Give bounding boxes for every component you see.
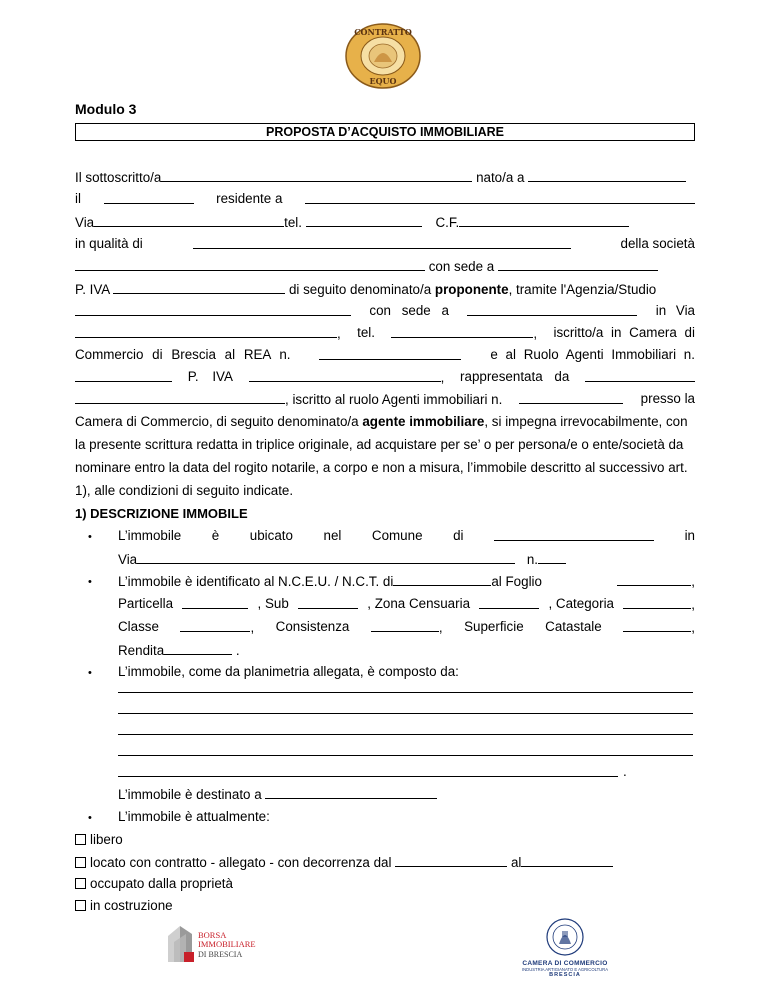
cadastral-line-2: Particella , Sub , Zona Censuaria , Categoria ,: [118, 596, 695, 612]
status-line: L’immobile è attualmente:: [118, 809, 270, 824]
bullet: •: [88, 576, 92, 588]
phone-field[interactable]: [306, 214, 422, 227]
bullet: •: [88, 667, 92, 679]
intro-line-10: P. IVA , rappresentata da: [75, 369, 695, 386]
svg-text:CONTRATTO: CONTRATTO: [354, 27, 412, 37]
sub-field[interactable]: [298, 596, 358, 609]
seal-icon: [546, 916, 584, 958]
section-1-heading: 1) DESCRIZIONE IMMOBILE: [75, 506, 248, 521]
municipality-field[interactable]: [494, 528, 654, 541]
representative-name-field[interactable]: [75, 391, 285, 404]
zona-censuaria-field[interactable]: [479, 596, 539, 609]
camera-di-commercio-logo: CAMERA DI COMMERCIO INDUSTRIA ARTIGIANATO E AGRICOLTURA BRESCIA: [515, 916, 615, 986]
company-seat-field[interactable]: [498, 258, 658, 271]
intro-line-13: la presente scrittura redatta in triplice originale, ad acquistare per se’ o per persona/e o ente/società da: [75, 437, 684, 452]
street-field[interactable]: [94, 214, 284, 227]
agency-field[interactable]: [75, 303, 351, 316]
superficie-field[interactable]: [623, 619, 691, 632]
intro-line-7: con sede a in Via: [75, 303, 695, 319]
foglio-field[interactable]: [617, 573, 691, 586]
locato-checkbox[interactable]: [75, 857, 86, 868]
borsa-immobiliare-logo: BORSA IMMOBILIARE DI BRESCIA: [166, 924, 256, 966]
libero-checkbox[interactable]: [75, 834, 86, 845]
agent-roll-number-field[interactable]: [75, 369, 172, 382]
intro-line-2: il residente a: [75, 191, 695, 207]
property-number-field[interactable]: [538, 551, 566, 564]
rea-number-field[interactable]: [319, 347, 461, 360]
costruzione-checkbox[interactable]: [75, 900, 86, 911]
contratto-equo-seal-logo: [344, 22, 422, 90]
composition-line-1[interactable]: [118, 692, 693, 693]
intro-line-9: Commercio di Brescia al REA n. e al Ruolo Agenti Immobiliari n.: [75, 347, 695, 362]
agency-vat-field[interactable]: [249, 369, 441, 382]
composition-line-3[interactable]: [118, 734, 693, 735]
composition-line-4[interactable]: [118, 755, 693, 756]
property-street-field[interactable]: [137, 551, 515, 564]
birthplace-field[interactable]: [528, 169, 686, 182]
residence-field[interactable]: [305, 191, 695, 204]
option-costruzione[interactable]: in costruzione: [75, 898, 695, 914]
composition-line: L’immobile, come da planimetria allegata, è composto da:: [118, 664, 459, 679]
cadastral-line-3: Classe , Consistenza , Superficie Catastale ,: [118, 619, 695, 635]
representative-field[interactable]: [585, 369, 695, 382]
option-libero[interactable]: libero: [75, 832, 695, 848]
lease-end-field[interactable]: [521, 854, 613, 867]
option-occupato[interactable]: occupato dalla proprietà: [75, 876, 695, 892]
svg-text:EQUO: EQUO: [369, 76, 397, 86]
particella-field[interactable]: [182, 596, 248, 609]
building-icon: [166, 924, 196, 964]
destination-line: L’immobile è destinato a: [118, 786, 695, 803]
bullet: •: [88, 812, 92, 824]
name-field[interactable]: [161, 169, 472, 182]
title-box-text: PROPOSTA D’ACQUISTO IMMOBILIARE: [266, 125, 504, 139]
cadastral-line-1: L’immobile è identificato al N.C.E.U. / N.C.T. di al Foglio ,: [118, 574, 695, 589]
birthdate-field[interactable]: [104, 191, 194, 204]
bullet: •: [88, 531, 92, 543]
agency-seat-field[interactable]: [467, 303, 637, 316]
intro-line-8: , tel. , iscritto/a in Camera di: [75, 325, 695, 342]
form-title: Modulo 3: [75, 101, 137, 117]
consistenza-field[interactable]: [371, 619, 439, 632]
categoria-field[interactable]: [623, 596, 691, 609]
option-locato[interactable]: locato con contratto - allegato - con decorrenza dal al: [75, 854, 695, 871]
cadastral-line-4: Rendita .: [118, 643, 240, 658]
composition-end-dot: .: [623, 764, 627, 779]
company-field[interactable]: [75, 258, 425, 271]
cadastre-municipality-field[interactable]: [393, 573, 491, 586]
intro-line-4: in qualità di della società: [75, 236, 695, 251]
representative-roll-number-field[interactable]: [519, 391, 623, 404]
intro-line-3: Via tel. C.F.: [75, 214, 695, 231]
composition-line-2[interactable]: [118, 713, 693, 714]
occupato-checkbox[interactable]: [75, 878, 86, 889]
intro-line-14: nominare entro la data del rogito notarile, a corpo e non a misura, l’immobile descritto al successivo art.: [75, 460, 688, 475]
role-field[interactable]: [193, 236, 571, 249]
intro-line-11: , iscritto al ruolo Agenti immobiliari n. presso la: [75, 391, 695, 408]
intro-line-6: P. IVA di seguito denominato/a proponente, tramite l'Agenzia/Studio: [75, 282, 657, 297]
intro-line-5: con sede a: [75, 258, 695, 275]
rendita-field[interactable]: [164, 642, 232, 655]
destination-field[interactable]: [265, 786, 437, 799]
lease-start-field[interactable]: [395, 854, 507, 867]
location-line: L’immobile è ubicato nel Comune di in: [118, 528, 695, 543]
classe-field[interactable]: [180, 619, 250, 632]
composition-line-5[interactable]: [118, 776, 618, 777]
title-box: [75, 123, 695, 141]
agency-phone-field[interactable]: [391, 325, 533, 338]
agency-street-field[interactable]: [75, 325, 337, 338]
vat-field[interactable]: [113, 281, 285, 294]
tax-code-field[interactable]: [459, 214, 629, 227]
intro-line-12: Camera di Commercio, di seguito denominato/a agente immobiliare, si impegna irrevocabilmente, con: [75, 414, 688, 429]
intro-line-15: 1), alle condizioni di seguito indicate.: [75, 483, 294, 498]
via-line: Via n.: [118, 551, 695, 568]
intro-line-1: Il sottoscritto/a nato/a a: [75, 169, 695, 186]
